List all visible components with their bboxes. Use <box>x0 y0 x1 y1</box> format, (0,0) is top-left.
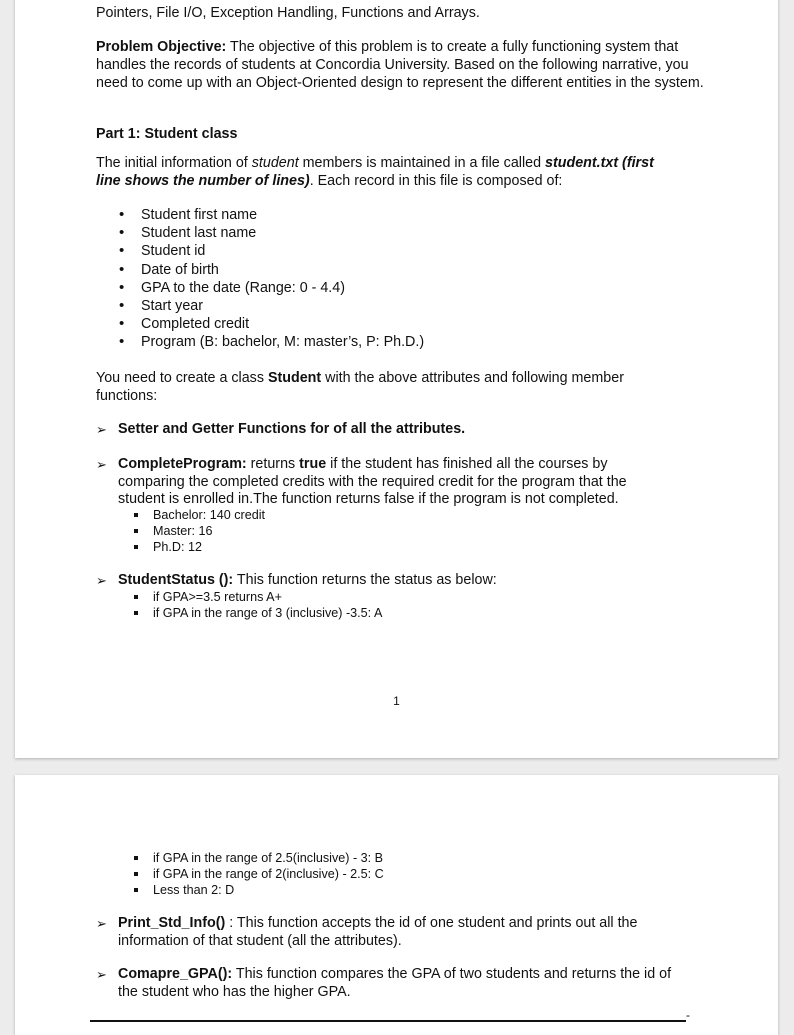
list-item: if GPA>=3.5 returns A+ <box>132 589 382 605</box>
document-page-2 <box>15 775 778 1035</box>
part1-heading: Part 1: Student class <box>96 126 238 142</box>
list-item: • Date of birth <box>119 261 424 279</box>
intro-paragraph: The initial information of student members is maintained in a file called student.txt (first line shows the number of lines). Each record in this file is composed of: <box>96 155 654 189</box>
print-info-item: ➢ Print_Std_Info() : This function accepts the id of one student and prints out all the information of that student (all the attributes). <box>96 915 638 949</box>
list-item: • Student last name <box>119 224 424 242</box>
arrow-bullet-icon: ➢ <box>96 573 107 588</box>
list-item: • Student id <box>119 242 424 260</box>
setter-getter-item: ➢ Setter and Getter Functions for of all the attributes. <box>96 421 466 437</box>
list-item: • GPA to the date (Range: 0 - 4.4) <box>119 279 424 297</box>
status-list-page1 <box>132 589 382 621</box>
list-item: Less than 2: D <box>132 882 384 898</box>
problem-objective <box>96 38 711 92</box>
objective-text: The objective of this problem is to create a fully functioning system that handles the records of students at Concordia University. Based on the following narrative, you need to come up with an Object-Oriented design to represent the different entities in the system. <box>96 39 704 91</box>
list-item: if GPA in the range of 2.5(inclusive) - 3: B <box>132 850 384 866</box>
list-item: if GPA in the range of 2(inclusive) - 2.5: C <box>132 866 384 882</box>
list-item: • Student first name <box>119 206 424 224</box>
document-page-1 <box>15 0 778 758</box>
arrow-bullet-icon: ➢ <box>96 967 107 982</box>
list-item: Master: 16 <box>132 523 265 539</box>
footer-dash: - <box>686 1008 690 1022</box>
complete-program-item: ➢ CompleteProgram: returns true if the student has finished all the courses by comparing the completed credits with the required credit for the program that the student is enrolled in.The function returns false if the program is not completed. <box>96 456 627 507</box>
credit-list <box>132 507 265 555</box>
list-item: if GPA in the range of 3 (inclusive) -3.5: A <box>132 605 382 621</box>
create-class-paragraph: You need to create a class Student with the above attributes and following member functions: <box>96 370 624 404</box>
list-item: • Completed credit <box>119 315 424 333</box>
objective-label: Problem Objective: <box>96 39 227 55</box>
arrow-bullet-icon: ➢ <box>96 916 107 931</box>
attribute-list <box>119 206 424 352</box>
list-item: Ph.D: 12 <box>132 539 265 555</box>
student-status-item: ➢ StudentStatus (): This function returns the status as below: <box>96 572 497 588</box>
list-item: • Program (B: bachelor, M: master’s, P: Ph.D.) <box>119 333 424 351</box>
status-list-page2 <box>132 850 384 898</box>
arrow-bullet-icon: ➢ <box>96 422 107 437</box>
footer-rule <box>90 1020 686 1022</box>
arrow-bullet-icon: ➢ <box>96 457 107 472</box>
top-line: Pointers, File I/O, Exception Handling, Functions and Arrays. <box>96 5 480 21</box>
list-item: Bachelor: 140 credit <box>132 507 265 523</box>
page-number: 1 <box>393 694 400 708</box>
compare-gpa-item: ➢ Comapre_GPA(): This function compares the GPA of two students and returns the id of the student who has the higher GPA. <box>96 966 672 1000</box>
list-item: • Start year <box>119 297 424 315</box>
